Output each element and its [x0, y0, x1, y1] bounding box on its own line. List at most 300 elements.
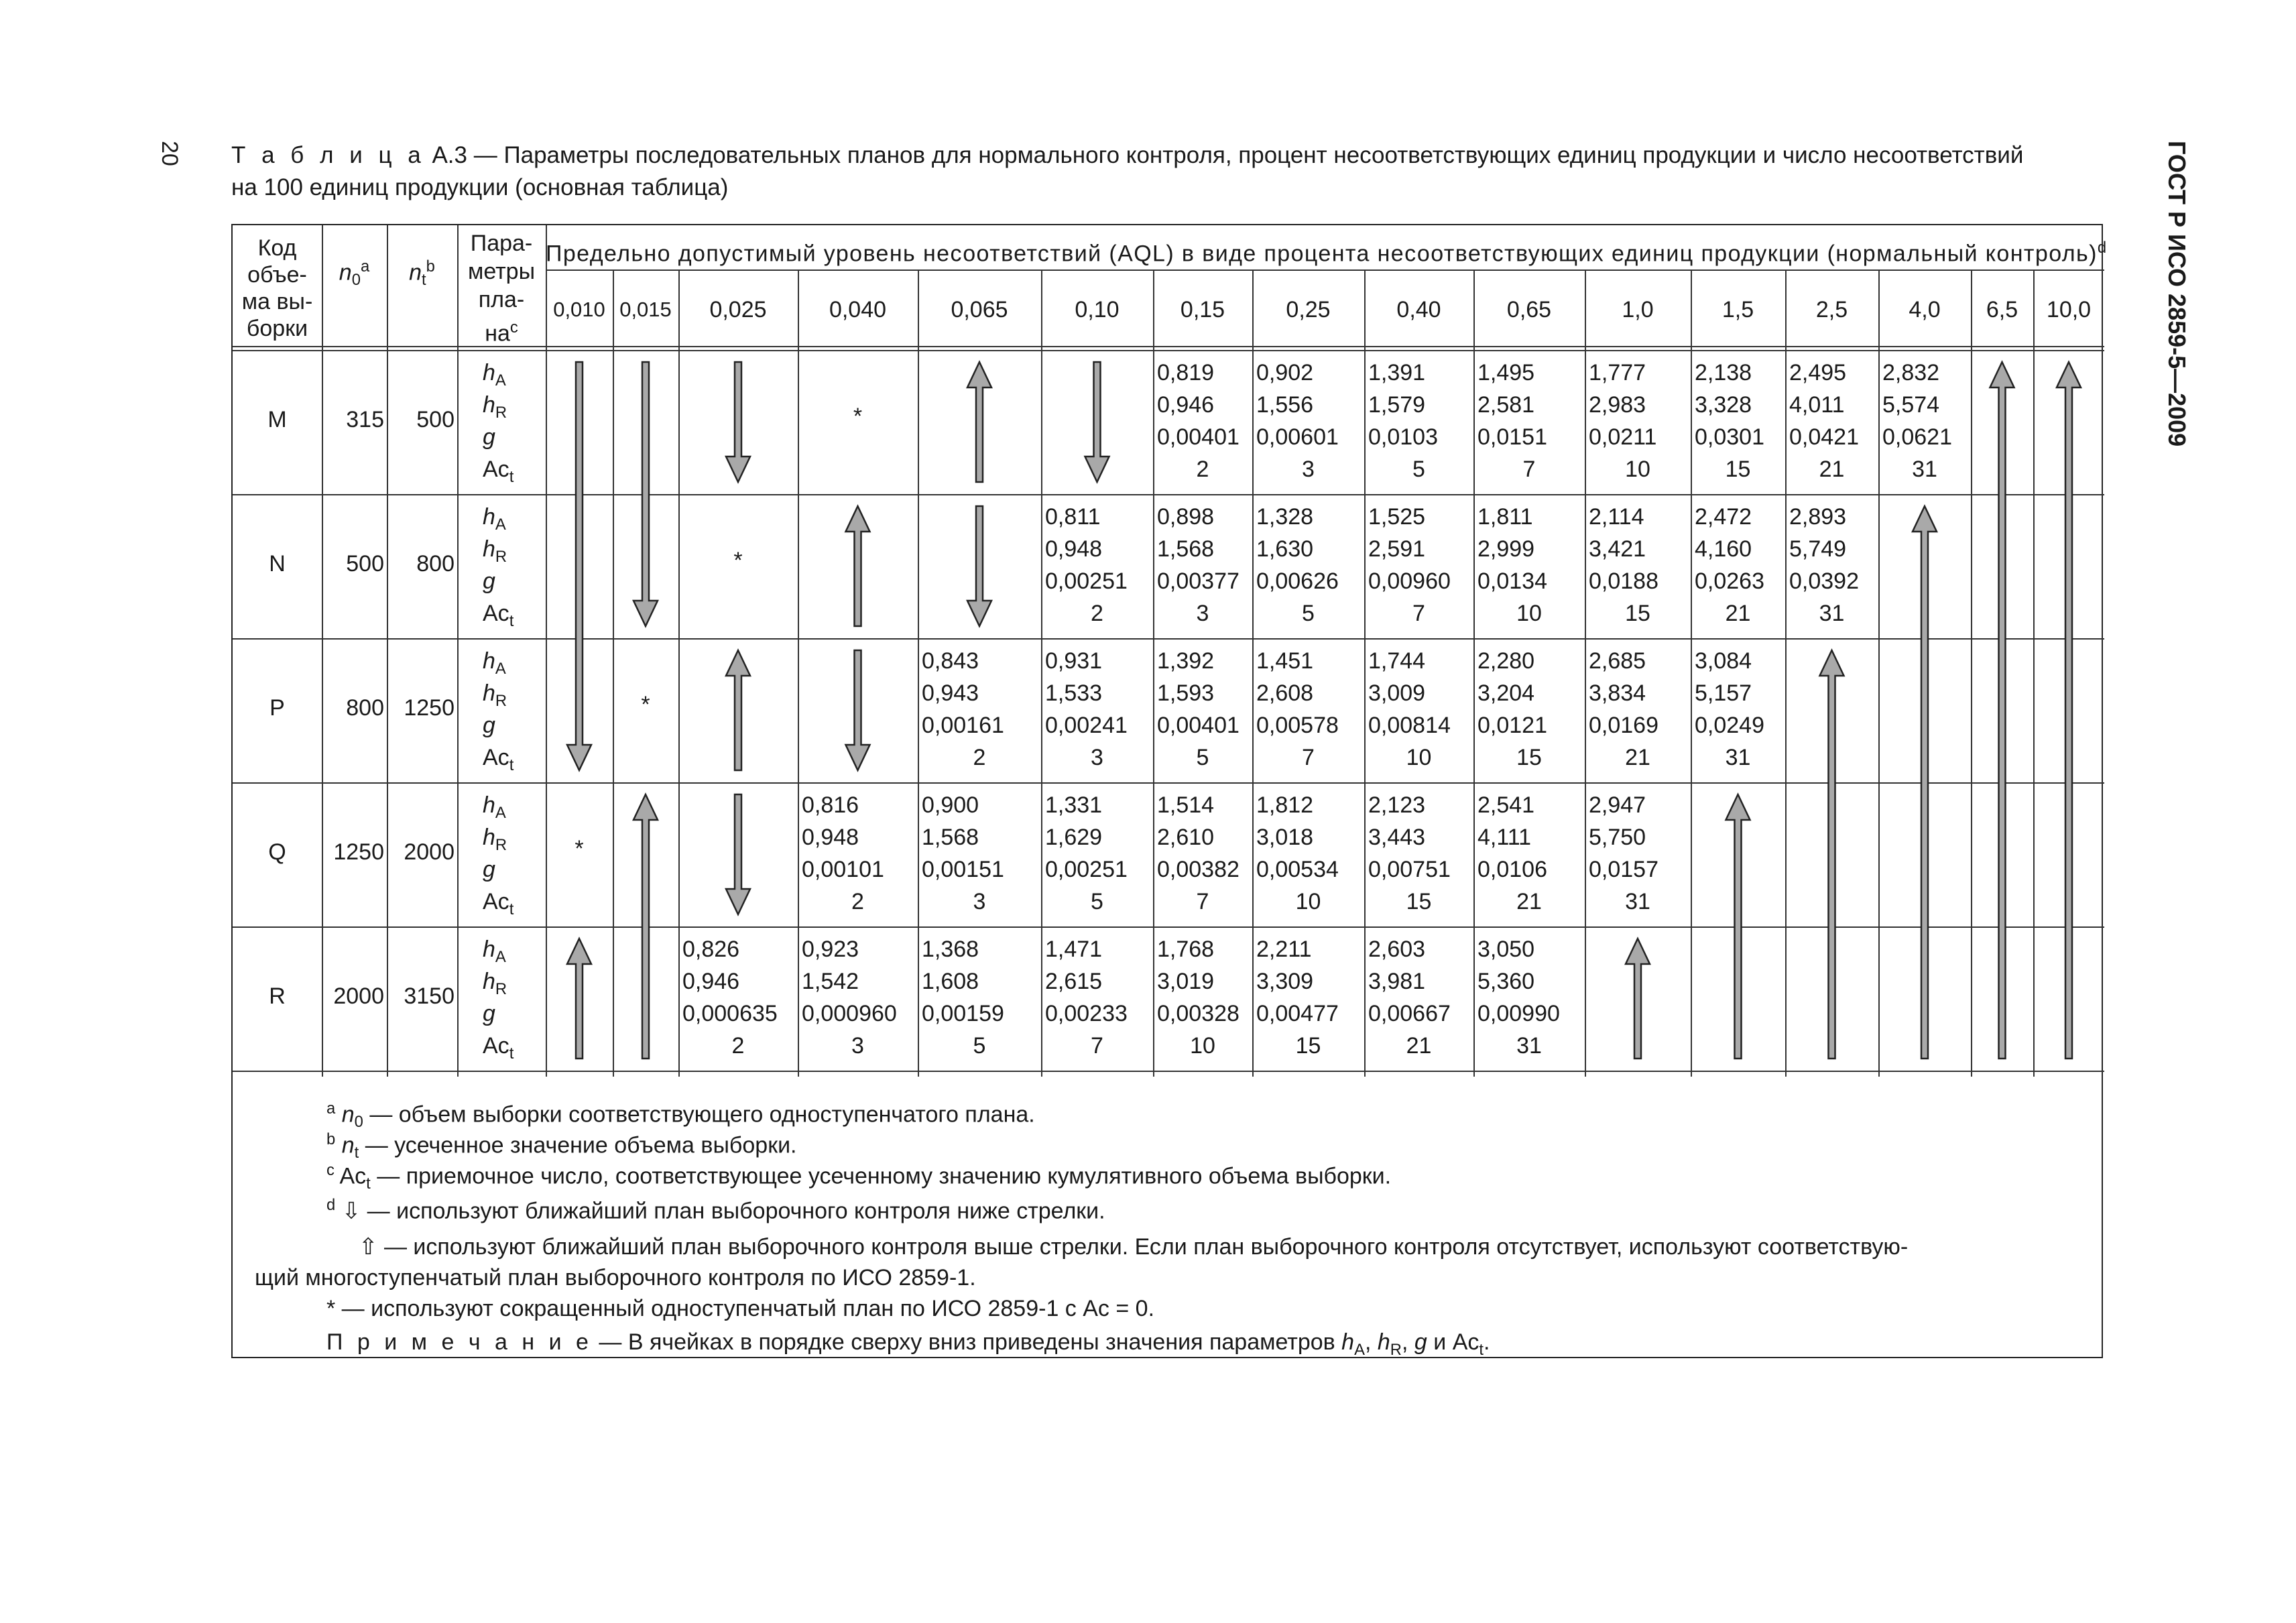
- footnote-d: [326, 1189, 1105, 1227]
- cell-value: 10: [1516, 601, 1542, 626]
- param-symbol: h: [483, 504, 495, 530]
- cell-value: 3,443: [1368, 825, 1426, 850]
- arrow-shape: [726, 794, 750, 914]
- param-symbol: Ac: [483, 745, 509, 770]
- cell-value: 1,568: [1157, 536, 1215, 562]
- cell-value: 3,309: [1256, 969, 1314, 994]
- cell-value: 5,360: [1477, 969, 1535, 994]
- up-arrow-icon: [1820, 650, 1844, 1059]
- note-prefix: П р и м е ч а н и е: [326, 1329, 593, 1355]
- param-sub: A: [495, 371, 506, 389]
- cell-value: 10: [1625, 457, 1650, 482]
- param-symbol: g: [483, 857, 495, 882]
- cell-value: 3,009: [1368, 680, 1426, 706]
- cell-value: 0,00233: [1045, 1001, 1128, 1026]
- cell-value: 2: [1091, 601, 1103, 626]
- cell-value: 1,744: [1368, 648, 1426, 674]
- cell-value: 2,211: [1256, 937, 1312, 962]
- cell-value: 0,902: [1256, 360, 1314, 385]
- arrow-shape: [1085, 362, 1109, 482]
- footnote-sub: t: [354, 1144, 359, 1162]
- cell-value: 1,495: [1477, 360, 1535, 385]
- cell-value: 0,826: [682, 937, 740, 962]
- cell-value: 0,948: [1045, 536, 1103, 562]
- footnote-text: — усеченное значение объема выборки.: [359, 1132, 797, 1158]
- down-arrow-icon: [1085, 362, 1109, 482]
- cell-value: 3,328: [1695, 392, 1752, 418]
- cell-value: 0,931: [1045, 648, 1103, 674]
- cell-value: 5: [1091, 889, 1103, 914]
- footnote-symbol: Ac: [339, 1163, 367, 1189]
- up-arrow-icon: [1990, 362, 2014, 1059]
- cell-value: 0,0621: [1882, 424, 1952, 450]
- footnote-text: * — используют сокращенный одноступенчатый план по ИСО 2859-1 с Ac = 0.: [326, 1296, 1155, 1321]
- param-sub: A: [495, 947, 506, 966]
- param-symbol: h: [483, 792, 495, 818]
- cell-value: 2,947: [1589, 792, 1646, 818]
- cell-value: 21: [1725, 601, 1751, 626]
- header-params-line: $на^c$: [485, 318, 518, 347]
- cell-value: 0,00578: [1256, 713, 1339, 738]
- arrow-shape: [633, 794, 658, 1059]
- param-sub: t: [509, 900, 514, 918]
- header-aql-value: 4,0: [1909, 297, 1941, 322]
- cell-value: 0,0421: [1789, 424, 1859, 450]
- cell-value: 0,00251: [1045, 568, 1128, 594]
- param-symbol: h: [483, 648, 495, 674]
- up-arrow-icon: [633, 794, 658, 1059]
- cell-value: 0,00401: [1157, 713, 1240, 738]
- param-sub: R: [495, 403, 507, 422]
- param-sub: R: [495, 547, 507, 566]
- arrow-shape: [1913, 506, 1937, 1059]
- cell-value: 0,0249: [1695, 713, 1764, 738]
- param-sub: R: [495, 835, 507, 854]
- up-arrow-icon: [1726, 794, 1750, 1059]
- footnote-up: [359, 1231, 1908, 1263]
- cell-value: 2,472: [1695, 504, 1752, 530]
- cell-value: 2,999: [1477, 536, 1535, 562]
- cell-value: 0,0134: [1477, 568, 1547, 594]
- cell-value: 21: [1819, 457, 1845, 482]
- cell-value: 3,981: [1368, 969, 1426, 994]
- cell-value: 3: [1196, 601, 1209, 626]
- header-params-line: Пара-: [470, 231, 533, 256]
- cell-value: 5,749: [1789, 536, 1847, 562]
- header-aql-value: 0,015: [619, 298, 672, 321]
- up-arrow-icon: [967, 362, 991, 482]
- up-arrow-icon: [726, 650, 750, 770]
- cell-value: 1,471: [1045, 937, 1103, 962]
- cell-value: 3,019: [1157, 969, 1215, 994]
- cell-value: 3,204: [1477, 680, 1535, 706]
- cell-value: 0,0188: [1589, 568, 1658, 594]
- cell-value: 0,00151: [922, 857, 1004, 882]
- header-aql-value: 0,010: [553, 298, 605, 321]
- param-symbol: Ac: [483, 889, 509, 914]
- cell-value: 0,00534: [1256, 857, 1339, 882]
- param-symbol: Ac: [483, 1033, 509, 1059]
- cell-value: 21: [1516, 889, 1542, 914]
- param-symbol: g: [483, 568, 495, 594]
- cell-value: 4,011: [1789, 392, 1845, 418]
- down-arrow-icon: ⇩: [335, 1198, 361, 1224]
- row-code: M: [267, 407, 287, 432]
- cell-value: 0,0169: [1589, 713, 1658, 738]
- cell-value: 1,368: [922, 937, 979, 962]
- header-n0-sub: 0: [351, 271, 361, 290]
- header-n0-symbol: n: [339, 259, 352, 286]
- cell-value: 0,00251: [1045, 857, 1128, 882]
- cell-value: 10: [1190, 1033, 1215, 1059]
- cell-value: 7: [1412, 601, 1425, 626]
- arrow-shape: [1626, 939, 1650, 1059]
- header-aql-value: 0,65: [1506, 297, 1552, 322]
- footnote-up-cont: щий многоступенчатый план выборочного контроля по ИСО 2859-1.: [255, 1265, 976, 1290]
- cell-value: 7: [1091, 1033, 1103, 1059]
- cell-value: 0,00814: [1368, 713, 1451, 738]
- caption-prefix: Т а б л и ц а: [231, 142, 426, 168]
- param-symbol: g: [1414, 1329, 1427, 1355]
- up-arrow-icon: [2057, 362, 2081, 1059]
- cell-value: 3,018: [1256, 825, 1314, 850]
- param-symbol: Ac: [1452, 1329, 1479, 1355]
- cell-value: 0,0211: [1589, 424, 1657, 450]
- param-symbol: h: [483, 680, 495, 706]
- arrow-shape: [967, 506, 991, 626]
- header-n0-sup: a: [360, 257, 370, 276]
- header-aql-value: 0,065: [951, 297, 1008, 322]
- cell-value: 4,111: [1477, 825, 1532, 850]
- cell-value: 3,421: [1589, 536, 1646, 562]
- row-n0: 2000: [333, 983, 384, 1009]
- row-nt: 800: [416, 551, 455, 577]
- cell-value: 0,816: [802, 792, 859, 818]
- down-arrow-icon: [967, 506, 991, 626]
- row-n0: 800: [346, 695, 384, 721]
- cell-value: 2,581: [1477, 392, 1535, 418]
- cell-value: 0,000635: [682, 1001, 778, 1026]
- param-sub: A: [1354, 1340, 1365, 1359]
- header-aql-title-text: Предельно допустимый уровень несоответствий (AQL) в виде процента несоответствующих единиц продукции (нормальный контроль): [546, 241, 2098, 267]
- arrow-shape: [1726, 794, 1750, 1059]
- footnote-mark: d: [326, 1196, 336, 1214]
- cell-value: 2,610: [1157, 825, 1215, 850]
- sep: .: [1484, 1329, 1490, 1355]
- arrow-shape: [967, 362, 991, 482]
- star-cell: *: [853, 404, 863, 429]
- cell-value: 10: [1295, 889, 1321, 914]
- param-symbol: h: [1341, 1329, 1355, 1355]
- arrow-shape: [726, 362, 750, 482]
- cell-value: 2,603: [1368, 937, 1426, 962]
- arrow-shape: [846, 650, 870, 770]
- cell-value: 21: [1406, 1033, 1432, 1059]
- cell-value: 0,00601: [1256, 424, 1339, 450]
- header-aql-value: 10,0: [2046, 297, 2092, 322]
- sep: и: [1427, 1329, 1453, 1355]
- cell-value: 2: [973, 745, 986, 770]
- cell-value: 5,750: [1589, 825, 1646, 850]
- cell-value: 0,0157: [1589, 857, 1658, 882]
- cell-value: 1,514: [1157, 792, 1215, 818]
- cell-value: 15: [1406, 889, 1432, 914]
- cell-value: 0,00377: [1157, 568, 1240, 594]
- header-aql-value: 0,15: [1180, 297, 1225, 322]
- cell-value: 3,050: [1477, 937, 1535, 962]
- param-sub: t: [509, 756, 514, 774]
- cell-value: 0,811: [1045, 504, 1101, 530]
- cell-value: 0,0151: [1477, 424, 1547, 450]
- cell-value: 15: [1625, 601, 1650, 626]
- cell-value: 0,00751: [1368, 857, 1451, 882]
- cell-value: 0,0263: [1695, 568, 1764, 594]
- cell-value: 10: [1406, 745, 1432, 770]
- row-code: R: [269, 983, 286, 1009]
- cell-value: 0,819: [1157, 360, 1215, 385]
- cell-value: 3,834: [1589, 680, 1646, 706]
- cell-value: 7: [1196, 889, 1209, 914]
- star-cell: *: [733, 548, 743, 573]
- arrow-shape: [567, 362, 591, 770]
- param-symbol: g: [483, 713, 495, 738]
- footnote-text: — используют ближайший план выборочного контроля ниже стрелки.: [361, 1198, 1105, 1224]
- cell-value: 1,556: [1256, 392, 1314, 418]
- footnote-mark: c: [326, 1161, 335, 1179]
- cell-value: 0,948: [802, 825, 859, 850]
- param-sub: t: [509, 1044, 514, 1063]
- page-number: 20: [157, 141, 182, 166]
- cell-value: 21: [1625, 745, 1650, 770]
- header-code-line: Код: [257, 235, 297, 261]
- cell-value: 3: [1302, 457, 1315, 482]
- header-aql-value: 0,25: [1286, 297, 1331, 322]
- up-arrow-icon: [1626, 939, 1650, 1059]
- cell-value: 31: [1819, 601, 1845, 626]
- cell-value: 0,0106: [1477, 857, 1547, 882]
- header-nt-symbol: n: [409, 259, 422, 286]
- cell-value: 2,138: [1695, 360, 1752, 385]
- down-arrow-icon: [633, 362, 658, 626]
- header-aql-sup: d: [2097, 239, 2107, 257]
- cell-value: 0,00328: [1157, 1001, 1240, 1026]
- header-aql-value: 0,040: [829, 297, 887, 322]
- cell-value: 5,574: [1882, 392, 1940, 418]
- up-arrow-icon: [1913, 506, 1937, 1059]
- cell-value: 31: [1625, 889, 1650, 914]
- param-symbol: Ac: [483, 457, 509, 482]
- cell-value: 0,00101: [802, 857, 884, 882]
- note-text: — В ячейках в порядке сверху вниз приведены значения параметров: [592, 1329, 1342, 1355]
- cell-value: 31: [1516, 1033, 1542, 1059]
- header-nt-sup: b: [426, 257, 435, 276]
- row-nt: 500: [416, 407, 455, 432]
- cell-value: 3: [973, 889, 986, 914]
- header-aql-value: 1,0: [1622, 297, 1654, 322]
- param-sub: R: [495, 691, 507, 710]
- cell-value: 1,525: [1368, 504, 1426, 530]
- param-sub: R: [495, 979, 507, 998]
- cell-value: 0,000960: [802, 1001, 897, 1026]
- footnote-sub: t: [366, 1175, 371, 1193]
- cell-value: 0,900: [922, 792, 979, 818]
- footnote-symbol: n: [341, 1132, 355, 1158]
- cell-value: 5: [1412, 457, 1425, 482]
- param-symbol: h: [483, 825, 495, 850]
- arrow-shape: [567, 939, 591, 1059]
- cell-value: 0,0103: [1368, 424, 1438, 450]
- cell-value: 1,451: [1256, 648, 1314, 674]
- cell-value: 2,541: [1477, 792, 1535, 818]
- cell-value: 0,00960: [1368, 568, 1451, 594]
- down-arrow-icon: [726, 362, 750, 482]
- down-arrow-icon: [846, 650, 870, 770]
- cell-value: 1,568: [922, 825, 979, 850]
- cell-value: 2: [731, 1033, 745, 1059]
- cell-value: 0,0121: [1477, 713, 1547, 738]
- arrow-shape: [2057, 362, 2081, 1059]
- footnote-symbol: n: [341, 1101, 355, 1128]
- cell-value: 15: [1516, 745, 1542, 770]
- param-sub: t: [1479, 1340, 1484, 1359]
- cell-value: 2,280: [1477, 648, 1535, 674]
- header-aql-value: 0,40: [1396, 297, 1441, 322]
- cell-value: 31: [1725, 745, 1751, 770]
- cell-value: 5,157: [1695, 680, 1752, 706]
- cell-value: 4,160: [1695, 536, 1752, 562]
- cell-value: 1,630: [1256, 536, 1314, 562]
- document-code: ГОСТ Р ИСО 2859-5—2009: [2163, 141, 2191, 447]
- cell-value: 0,00161: [922, 713, 1004, 738]
- footnote-text: — приемочное число, соответствующее усеченному значению кумулятивного объема выборки.: [370, 1163, 1392, 1189]
- footnote-text: — используют ближайший план выборочного контроля выше стрелки. Если план выборочного контроля отсутствует, используют соответствую-: [377, 1234, 1909, 1260]
- cell-value: 1,593: [1157, 680, 1215, 706]
- cell-value: 3: [1091, 745, 1103, 770]
- param-sub: t: [509, 467, 514, 486]
- row-code: N: [269, 551, 286, 577]
- footnote-mark: b: [326, 1130, 336, 1148]
- cell-value: 0,00159: [922, 1001, 1004, 1026]
- cell-value: 0,946: [682, 969, 740, 994]
- header-params-line: метры: [467, 259, 536, 284]
- cell-value: 1,542: [802, 969, 859, 994]
- param-symbol: h: [483, 392, 495, 418]
- header-aql-value: 6,5: [1986, 297, 2018, 322]
- cell-value: 1,629: [1045, 825, 1103, 850]
- table: [231, 224, 2107, 1359]
- cell-value: 3: [851, 1033, 864, 1059]
- cell-value: 7: [1302, 745, 1315, 770]
- header-aql-value: 0,10: [1075, 297, 1120, 322]
- caption-line2: на 100 единиц продукции (основная таблица): [231, 174, 729, 200]
- header-params-sup: c: [509, 318, 518, 337]
- cell-value: 31: [1912, 457, 1937, 482]
- cell-value: 2,123: [1368, 792, 1426, 818]
- param-symbol: h: [1377, 1329, 1390, 1355]
- header-params-line: пла-: [478, 287, 525, 312]
- cell-value: 2,608: [1256, 680, 1314, 706]
- cell-value: 2,893: [1789, 504, 1847, 530]
- param-symbol: g: [483, 424, 495, 450]
- cell-value: 0,0301: [1695, 424, 1764, 450]
- cell-value: 1,328: [1256, 504, 1314, 530]
- cell-value: 0,946: [1157, 392, 1215, 418]
- cell-value: 2,832: [1882, 360, 1940, 385]
- header-code-line: ма вы-: [241, 289, 313, 314]
- arrow-shape: [633, 362, 658, 626]
- cell-value: 3,084: [1695, 648, 1752, 674]
- down-arrow-icon: [567, 362, 591, 770]
- up-arrow-icon: ⇧: [359, 1234, 378, 1260]
- footnote-mark: a: [326, 1099, 336, 1118]
- arrow-shape: [1990, 362, 2014, 1059]
- cell-value: 5: [973, 1033, 986, 1059]
- row-code: Q: [268, 839, 286, 865]
- cell-value: 1,608: [922, 969, 979, 994]
- param-sub: A: [495, 515, 506, 534]
- cell-value: 2,983: [1589, 392, 1646, 418]
- row-nt: 2000: [404, 839, 455, 865]
- row-n0: 1250: [333, 839, 384, 865]
- cell-value: 0,00477: [1256, 1001, 1339, 1026]
- cell-value: 5: [1302, 601, 1315, 626]
- cell-value: 0,00667: [1368, 1001, 1451, 1026]
- cell-value: 2,495: [1789, 360, 1847, 385]
- sep: ,: [1401, 1329, 1414, 1355]
- row-n0: 500: [346, 551, 384, 577]
- cell-value: 0,943: [922, 680, 979, 706]
- param-symbol: Ac: [483, 601, 509, 626]
- param-symbol: h: [483, 536, 495, 562]
- param-symbol: g: [483, 1001, 495, 1026]
- caption-line1: А.3 — Параметры последовательных планов для нормального контроля, процент несоответствующих единиц продукции и число несоответствий: [425, 142, 2024, 168]
- cell-value: 0,00401: [1157, 424, 1240, 450]
- cell-value: 0,00626: [1256, 568, 1339, 594]
- cell-value: 0,923: [802, 937, 859, 962]
- cell-value: 1,331: [1045, 792, 1103, 818]
- footnote-text: — объем выборки соответствующего одноступенчатого плана.: [363, 1101, 1035, 1128]
- header-code-line: борки: [246, 316, 308, 341]
- sep: ,: [1364, 1329, 1378, 1355]
- param-sub: t: [509, 611, 514, 630]
- cell-value: 5: [1196, 745, 1209, 770]
- row-nt: 1250: [404, 695, 455, 721]
- footnote-sub: 0: [354, 1113, 363, 1132]
- cell-value: 7: [1522, 457, 1536, 482]
- cell-value: 1,777: [1589, 360, 1646, 385]
- header-aql-value: 2,5: [1815, 297, 1848, 322]
- cell-value: 1,812: [1256, 792, 1314, 818]
- cell-value: 2: [851, 889, 864, 914]
- cell-value: 1,811: [1477, 504, 1533, 530]
- cell-value: 0,0392: [1789, 568, 1859, 594]
- row-code: P: [269, 695, 285, 721]
- cell-value: 2,615: [1045, 969, 1103, 994]
- cell-value: 1,579: [1368, 392, 1426, 418]
- up-arrow-icon: [846, 506, 870, 626]
- param-sub: A: [495, 803, 506, 822]
- arrow-shape: [846, 506, 870, 626]
- param-symbol: h: [483, 360, 495, 385]
- row-n0: 315: [346, 407, 384, 432]
- param-symbol: h: [483, 969, 495, 994]
- cell-value: 1,391: [1368, 360, 1426, 385]
- star-cell: *: [641, 692, 650, 717]
- cell-value: 2,591: [1368, 536, 1426, 562]
- cell-value: 15: [1725, 457, 1751, 482]
- header-aql-value: 0,025: [709, 297, 767, 322]
- arrow-shape: [726, 650, 750, 770]
